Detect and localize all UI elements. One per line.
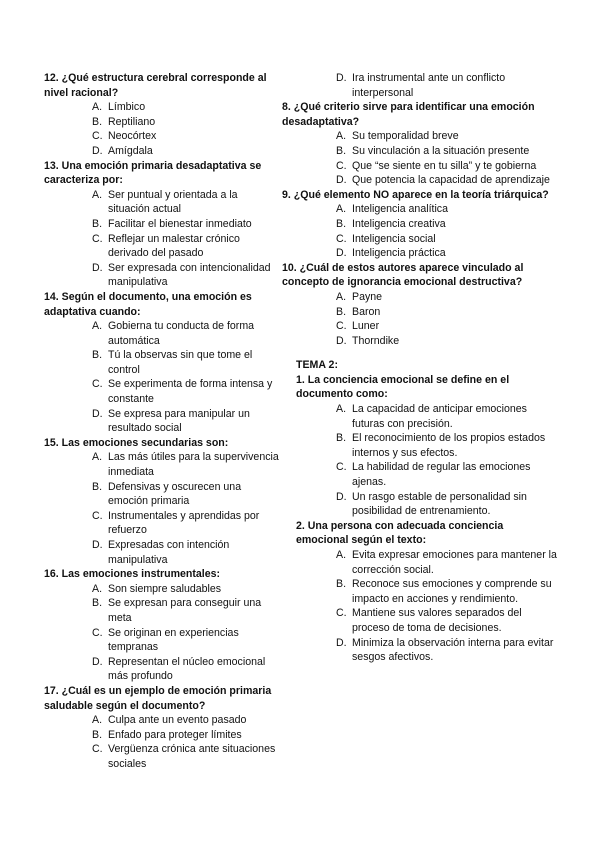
answer-option [296, 144, 558, 159]
option-letter: C. [92, 509, 103, 522]
answer-option [44, 596, 282, 625]
question-text: 2. Una persona con adecuada conciencia emocional según el texto: [296, 519, 504, 547]
question-text: 15. Las emociones secundarias son: [44, 436, 229, 449]
option-letter: B. [92, 217, 103, 230]
option-letter: B. [92, 115, 103, 128]
option-text: Expresadas con intención manipulativa [108, 539, 230, 566]
option-letter: D. [336, 334, 347, 347]
question-block [282, 100, 558, 188]
answer-option [296, 246, 558, 261]
answer-option [44, 713, 282, 728]
question-text: 16. Las emociones instrumentales: [44, 568, 221, 581]
answer-option [44, 728, 282, 743]
answer-option [44, 407, 282, 436]
option-text: Amígdala [108, 144, 153, 157]
option-letter: C. [92, 232, 103, 245]
question-block [44, 567, 282, 684]
option-text: El reconocimiento de los propios estados internos y sus efectos. [352, 432, 546, 459]
option-text: Reflejar un malestar crónico derivado del pasado [108, 232, 240, 260]
option-text: Tú la observas sin que tome el control [108, 349, 253, 376]
option-text: La habilidad de regular las emociones ajenas. [352, 461, 531, 489]
option-letter: A. [92, 320, 103, 333]
answer-option [296, 159, 558, 174]
option-text: Las más útiles para la supervivencia inmediata [108, 451, 279, 479]
option-text: Luner [352, 320, 380, 333]
option-text: Se expresan para conseguir una meta [108, 597, 262, 624]
option-letter: C. [336, 232, 347, 245]
option-letter: B. [336, 578, 347, 591]
answer-option [296, 460, 558, 489]
question-text: 1. La conciencia emocional se define en el documento como: [296, 373, 510, 401]
answer-option [44, 582, 282, 597]
option-text: Ira instrumental ante un conflicto interpersonal [352, 72, 506, 99]
option-text: Mantiene sus valores separados del proceso de toma de decisiones. [352, 607, 522, 634]
answer-option [296, 305, 558, 320]
option-letter: C. [92, 378, 103, 391]
option-letter: D. [336, 72, 347, 84]
option-text: Evita expresar emociones para mantener la corrección social. [352, 549, 557, 576]
option-text: Se expresa para manipular un resultado social [108, 407, 250, 435]
option-letter: B. [92, 728, 103, 741]
question-clip [282, 188, 558, 203]
option-text: Minimiza la observación interna para evitar sesgos afectivos. [352, 636, 554, 664]
answer-option [296, 577, 558, 606]
option-letter: D. [92, 655, 103, 668]
answer-option [296, 548, 558, 577]
answer-option [296, 431, 558, 460]
answer-option [44, 129, 282, 144]
answer-option [296, 636, 558, 665]
option-letter: B. [92, 597, 103, 610]
answer-option [44, 100, 282, 115]
option-letter: B. [92, 480, 103, 493]
answer-option [296, 202, 558, 217]
answer-option [44, 450, 282, 479]
question-block [44, 71, 282, 159]
question-block [44, 159, 282, 290]
section-spacer [296, 348, 558, 358]
question-clip [282, 261, 558, 290]
option-text: Inteligencia práctica [352, 247, 446, 260]
answer-option [296, 232, 558, 247]
option-letter: B. [336, 217, 347, 230]
option-letter: A. [92, 451, 103, 464]
answer-option [44, 377, 282, 406]
option-text: Inteligencia creativa [352, 217, 446, 230]
option-letter: C. [92, 743, 103, 756]
option-letter: D. [92, 539, 103, 551]
option-text: La capacidad de anticipar emociones futuras con precisión. [352, 403, 527, 430]
option-text: Instrumentales y aprendidas por refuerzo [108, 509, 260, 537]
option-text: Inteligencia social [352, 232, 436, 245]
option-text: Que “se siente en tu silla” y te gobierna [352, 159, 537, 172]
answer-option [44, 480, 282, 509]
answer-option [296, 290, 558, 305]
option-letter: D. [336, 174, 347, 187]
question-block [44, 684, 282, 772]
answer-option [44, 232, 282, 261]
answer-option [44, 538, 282, 567]
answer-option [44, 115, 282, 130]
option-letter: B. [336, 144, 347, 157]
question-block [282, 261, 558, 349]
option-text: Inteligencia analítica [352, 203, 448, 216]
option-text: Ser expresada con intencionalidad manipulativa [108, 261, 271, 289]
answer-option [44, 348, 282, 377]
option-text: Su vinculación a la situación presente [352, 144, 530, 157]
option-letter: C. [336, 607, 347, 620]
option-letter: B. [336, 305, 347, 318]
answer-option [44, 319, 282, 348]
answer-option [296, 402, 558, 431]
option-letter: D. [336, 636, 347, 649]
question-clip [282, 100, 558, 129]
answer-option [296, 334, 558, 349]
answer-option [44, 188, 282, 217]
answer-option-continued [296, 71, 558, 100]
option-letter: C. [336, 320, 347, 333]
option-text: Su temporalidad breve [352, 130, 459, 143]
option-text: Se experimenta de forma intensa y constante [108, 378, 273, 406]
question-block [282, 188, 558, 261]
option-text: Son siempre saludables [108, 582, 222, 595]
option-letter: B. [336, 432, 347, 445]
option-text: Límbico [108, 101, 146, 114]
option-text: Reconoce sus emociones y comprende su impacto en acciones y rendimiento. [352, 578, 552, 605]
option-letter: D. [92, 144, 103, 157]
question-text: 13. Una emoción primaria desadaptativa se caracteriza por: [44, 159, 262, 187]
question-text: 12. ¿Qué estructura cerebral corresponde al nivel racional? [44, 72, 267, 99]
option-text: Enfado para proteger límites [108, 728, 242, 741]
question-text: 10. ¿Cuál de estos autores aparece vinculado al concepto de ignorancia emocional destructiva? [282, 261, 524, 289]
option-text: Representan el núcleo emocional más profundo [108, 655, 266, 683]
option-text: Culpa ante un evento pasado [108, 714, 247, 727]
option-letter: A. [92, 582, 103, 595]
option-letter: A. [92, 101, 103, 114]
option-letter: D. [92, 407, 103, 420]
question-block [44, 290, 282, 436]
option-text: Un rasgo estable de personalidad sin posibilidad de entrenamiento. [352, 490, 527, 518]
question-text: 14. Según el documento, una emoción es adaptativa cuando: [44, 290, 252, 318]
option-letter: C. [92, 626, 103, 639]
option-text: Se originan en experiencias tempranas [108, 626, 239, 654]
answer-option [296, 129, 558, 144]
question-block [296, 373, 558, 519]
option-letter: A. [92, 714, 103, 727]
option-text: Baron [352, 305, 381, 318]
option-letter: B. [92, 349, 103, 362]
option-letter: C. [336, 159, 347, 172]
answer-option [44, 655, 282, 684]
option-letter: A. [336, 549, 347, 561]
option-letter: A. [336, 290, 347, 303]
answer-option [44, 261, 282, 290]
option-text: Gobierna tu conducta de forma automática [108, 320, 255, 347]
answer-option [44, 742, 282, 771]
answer-option [296, 217, 558, 232]
right-column [282, 71, 558, 665]
option-text: Ser puntual y orientada a la situación actual [108, 188, 238, 216]
option-letter: A. [336, 203, 347, 216]
answer-option [296, 319, 558, 334]
question-text: 8. ¿Qué criterio sirve para identificar una emoción desadaptativa? [282, 101, 535, 128]
option-text: Facilitar el bienestar inmediato [108, 217, 252, 230]
answer-option [296, 490, 558, 519]
option-letter: A. [336, 403, 347, 416]
option-letter: A. [336, 130, 347, 143]
question-text: 9. ¿Qué elemento NO aparece en la teoría triárquica? [282, 188, 549, 201]
option-text: Defensivas y oscurecen una emoción primaria [108, 480, 242, 508]
topic-heading: TEMA 2: [296, 359, 338, 372]
option-letter: C. [336, 461, 347, 474]
option-letter: C. [92, 130, 103, 143]
option-letter: A. [92, 188, 103, 201]
question-block [296, 519, 558, 665]
answer-option [44, 626, 282, 655]
answer-option [296, 173, 558, 188]
option-text: Neocórtex [108, 130, 157, 143]
option-text: Payne [352, 290, 383, 303]
option-letter: D. [92, 261, 103, 274]
option-text: Que potencia la capacidad de aprendizaje [352, 174, 550, 187]
question-block [44, 436, 282, 567]
answer-option [44, 144, 282, 159]
answer-option [296, 606, 558, 635]
option-letter: D. [336, 247, 347, 260]
option-text: Vergüenza crónica ante situaciones sociales [108, 743, 276, 770]
answer-option [44, 509, 282, 538]
option-text: Reptiliano [108, 115, 156, 128]
question-text: 17. ¿Cuál es un ejemplo de emoción primaria saludable según el documento? [44, 684, 272, 712]
option-text: Thorndike [352, 334, 400, 347]
option-letter: D. [336, 490, 347, 503]
left-column [44, 71, 282, 772]
answer-option [44, 217, 282, 232]
